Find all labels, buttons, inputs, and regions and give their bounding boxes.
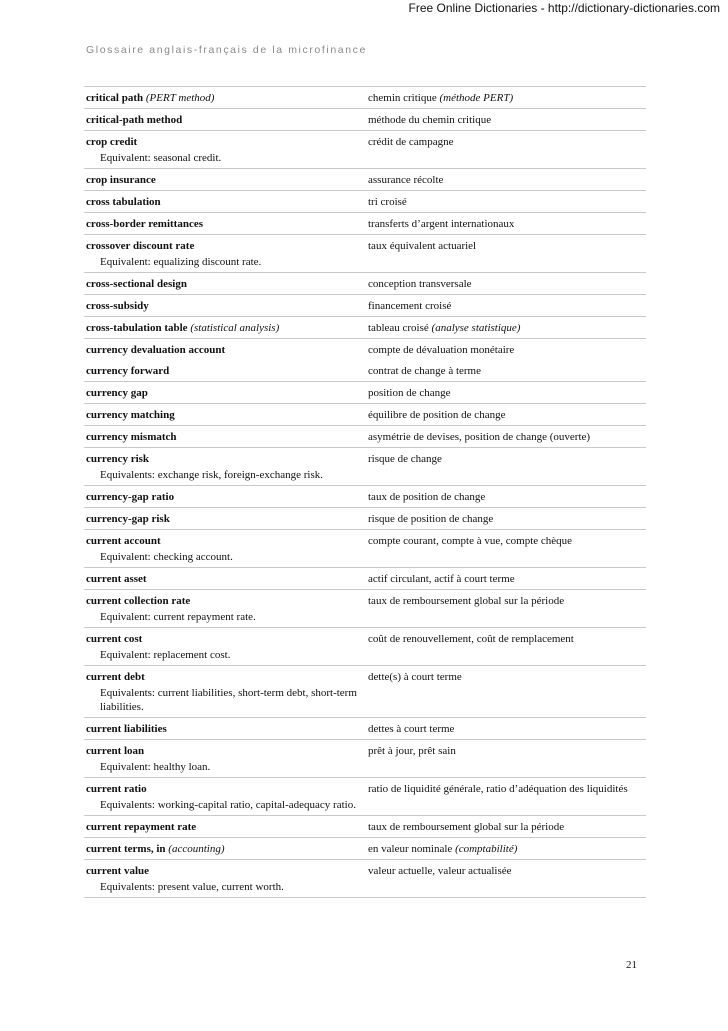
glossary-row (84, 589, 646, 627)
glossary-row (84, 272, 646, 294)
english-cell (84, 213, 366, 234)
glossary-row (84, 338, 646, 360)
glossary-row (84, 507, 646, 529)
glossary-row (84, 859, 646, 897)
english-cell (84, 568, 366, 589)
french-cell (366, 382, 646, 403)
french-translation: équilibre de position de change (368, 409, 506, 421)
french-translation: tableau croisé (368, 322, 429, 334)
equivalents-note: Equivalents: exchange risk, foreign-exchange risk. (100, 469, 323, 481)
glossary-row (84, 316, 646, 338)
equivalents-note: Equivalent: replacement cost. (100, 649, 231, 661)
french-cell (366, 508, 646, 529)
french-translation: compte courant, compte à vue, compte chèque (368, 535, 573, 547)
glossary-row (84, 381, 646, 403)
french-translation: contrat de change à terme (368, 365, 481, 377)
english-term: critical path (86, 92, 144, 104)
english-term: current account (86, 535, 161, 547)
english-term: crop credit (86, 136, 138, 148)
glossary-row (84, 130, 646, 168)
english-term: current cost (86, 633, 143, 645)
english-term: cross tabulation (86, 196, 161, 208)
french-cell (366, 530, 646, 567)
glossary-row (84, 360, 646, 381)
english-cell (84, 404, 366, 425)
french-translation: taux de position de change (368, 491, 486, 503)
french-cell (366, 109, 646, 130)
english-term: currency risk (86, 453, 150, 465)
french-translation: ratio de liquidité générale, ratio d’adéquation des liquidités (368, 783, 628, 795)
glossary-row (84, 294, 646, 316)
equivalents-note: Equivalents: current liabilities, short-term debt, short-term liabilities. (100, 687, 357, 713)
english-cell (84, 169, 366, 190)
french-translation: conception transversale (368, 278, 472, 290)
glossary-row (84, 837, 646, 859)
glossary-row (84, 447, 646, 485)
english-cell (84, 295, 366, 316)
french-cell (366, 191, 646, 212)
glossary-table (84, 86, 646, 898)
english-term: current value (86, 865, 150, 877)
glossary-row (84, 665, 646, 717)
french-cell (366, 360, 646, 381)
english-cell (84, 273, 366, 294)
french-translation: dettes à court terme (368, 723, 455, 735)
french-cell (366, 131, 646, 168)
french-translation: méthode du chemin critique (368, 114, 492, 126)
french-context-note: (comptabilité) (455, 843, 518, 855)
glossary-row (84, 234, 646, 272)
french-translation: prêt à jour, prêt sain (368, 745, 456, 757)
english-cell (84, 860, 366, 897)
english-term: current repayment rate (86, 821, 197, 833)
english-cell (84, 191, 366, 212)
french-cell (366, 778, 646, 815)
english-term: current ratio (86, 783, 147, 795)
english-cell (84, 235, 366, 272)
glossary-row (84, 168, 646, 190)
english-term: currency mismatch (86, 431, 177, 443)
glossary-row (84, 108, 646, 130)
french-translation: risque de change (368, 453, 442, 465)
french-translation: asymétrie de devises, position de change (ouverte) (368, 431, 591, 443)
english-term: currency matching (86, 409, 175, 421)
english-term: currency-gap risk (86, 513, 170, 525)
equivalents-note: Equivalent: healthy loan. (100, 761, 211, 773)
equivalents-note: Equivalents: present value, current worth. (100, 881, 284, 893)
french-context-note: (analyse statistique) (431, 322, 521, 334)
french-cell (366, 666, 646, 717)
french-translation: taux de remboursement global sur la période (368, 595, 565, 607)
french-translation: taux équivalent actuariel (368, 240, 477, 252)
english-term: currency gap (86, 387, 148, 399)
english-cell (84, 109, 366, 130)
english-cell (84, 87, 366, 108)
french-translation: financement croisé (368, 300, 452, 312)
equivalents-note: Equivalent: current repayment rate. (100, 611, 256, 623)
english-term: current terms, in (86, 843, 166, 855)
equivalents-note: Equivalent: seasonal credit. (100, 152, 222, 164)
english-context-note: (accounting) (168, 843, 225, 855)
english-cell (84, 426, 366, 447)
glossary-row (84, 485, 646, 507)
glossary-row (84, 717, 646, 739)
english-cell (84, 448, 366, 485)
glossary-row (84, 87, 646, 108)
english-term: cross-tabulation table (86, 322, 188, 334)
english-cell (84, 740, 366, 777)
french-translation: compte de dévaluation monétaire (368, 344, 515, 356)
english-context-note: (statistical analysis) (190, 322, 280, 334)
french-translation: en valeur nominale (368, 843, 453, 855)
french-cell (366, 838, 646, 859)
french-translation: chemin critique (368, 92, 437, 104)
english-cell (84, 816, 366, 837)
english-term: current collection rate (86, 595, 191, 607)
english-term: currency devaluation account (86, 344, 226, 356)
english-cell (84, 666, 366, 717)
english-cell (84, 838, 366, 859)
french-cell (366, 718, 646, 739)
english-cell (84, 508, 366, 529)
french-translation: coût de renouvellement, coût de remplacement (368, 633, 574, 645)
french-cell (366, 87, 646, 108)
english-term: cross-subsidy (86, 300, 149, 312)
page-number: 21 (626, 959, 637, 971)
french-cell (366, 235, 646, 272)
french-cell (366, 740, 646, 777)
english-term: current liabilities (86, 723, 167, 735)
english-term: current debt (86, 671, 145, 683)
french-cell (366, 860, 646, 897)
english-cell (84, 590, 366, 627)
french-translation: tri croisé (368, 196, 407, 208)
french-translation: assurance récolte (368, 174, 444, 186)
english-cell (84, 131, 366, 168)
english-cell (84, 530, 366, 567)
french-cell (366, 169, 646, 190)
french-cell (366, 317, 646, 338)
english-term: current asset (86, 573, 147, 585)
french-translation: transferts d’argent internationaux (368, 218, 515, 230)
english-term: current loan (86, 745, 145, 757)
french-translation: crédit de campagne (368, 136, 454, 148)
english-term: currency forward (86, 365, 170, 377)
glossary-row (84, 627, 646, 665)
french-cell (366, 448, 646, 485)
french-translation: valeur actuelle, valeur actualisée (368, 865, 512, 877)
glossary-row (84, 815, 646, 837)
french-translation: taux de remboursement global sur la période (368, 821, 565, 833)
french-cell (366, 404, 646, 425)
english-cell (84, 628, 366, 665)
running-title: Glossaire anglais-français de la microfinance (86, 44, 367, 56)
french-cell (366, 426, 646, 447)
french-cell (366, 273, 646, 294)
english-term: cross-sectional design (86, 278, 187, 290)
glossary-row (84, 739, 646, 777)
french-cell (366, 628, 646, 665)
english-cell (84, 360, 366, 381)
glossary-row (84, 425, 646, 447)
glossary-row (84, 190, 646, 212)
french-cell (366, 295, 646, 316)
english-term: cross-border remittances (86, 218, 203, 230)
french-cell (366, 213, 646, 234)
french-translation: position de change (368, 387, 451, 399)
english-term: currency-gap ratio (86, 491, 175, 503)
equivalents-note: Equivalent: checking account. (100, 551, 233, 563)
english-cell (84, 339, 366, 360)
french-cell (366, 816, 646, 837)
french-cell (366, 568, 646, 589)
glossary-row (84, 777, 646, 815)
french-cell (366, 590, 646, 627)
french-context-note: (méthode PERT) (439, 92, 514, 104)
french-cell (366, 339, 646, 360)
glossary-row (84, 212, 646, 234)
french-translation: risque de position de change (368, 513, 494, 525)
english-cell (84, 382, 366, 403)
english-term: critical-path method (86, 114, 183, 126)
english-context-note: (PERT method) (145, 92, 215, 104)
english-cell (84, 317, 366, 338)
site-banner[interactable]: Free Online Dictionaries - http://dictionary-dictionaries.com (408, 1, 720, 15)
glossary-row (84, 567, 646, 589)
glossary-row (84, 403, 646, 425)
equivalents-note: Equivalent: equalizing discount rate. (100, 256, 262, 268)
english-cell (84, 778, 366, 815)
glossary-row (84, 529, 646, 567)
equivalents-note: Equivalents: working-capital ratio, capital-adequacy ratio. (100, 799, 356, 811)
english-cell (84, 718, 366, 739)
english-term: crop insurance (86, 174, 156, 186)
english-cell (84, 486, 366, 507)
french-translation: actif circulant, actif à court terme (368, 573, 515, 585)
english-term: crossover discount rate (86, 240, 195, 252)
french-translation: dette(s) à court terme (368, 671, 462, 683)
french-cell (366, 486, 646, 507)
